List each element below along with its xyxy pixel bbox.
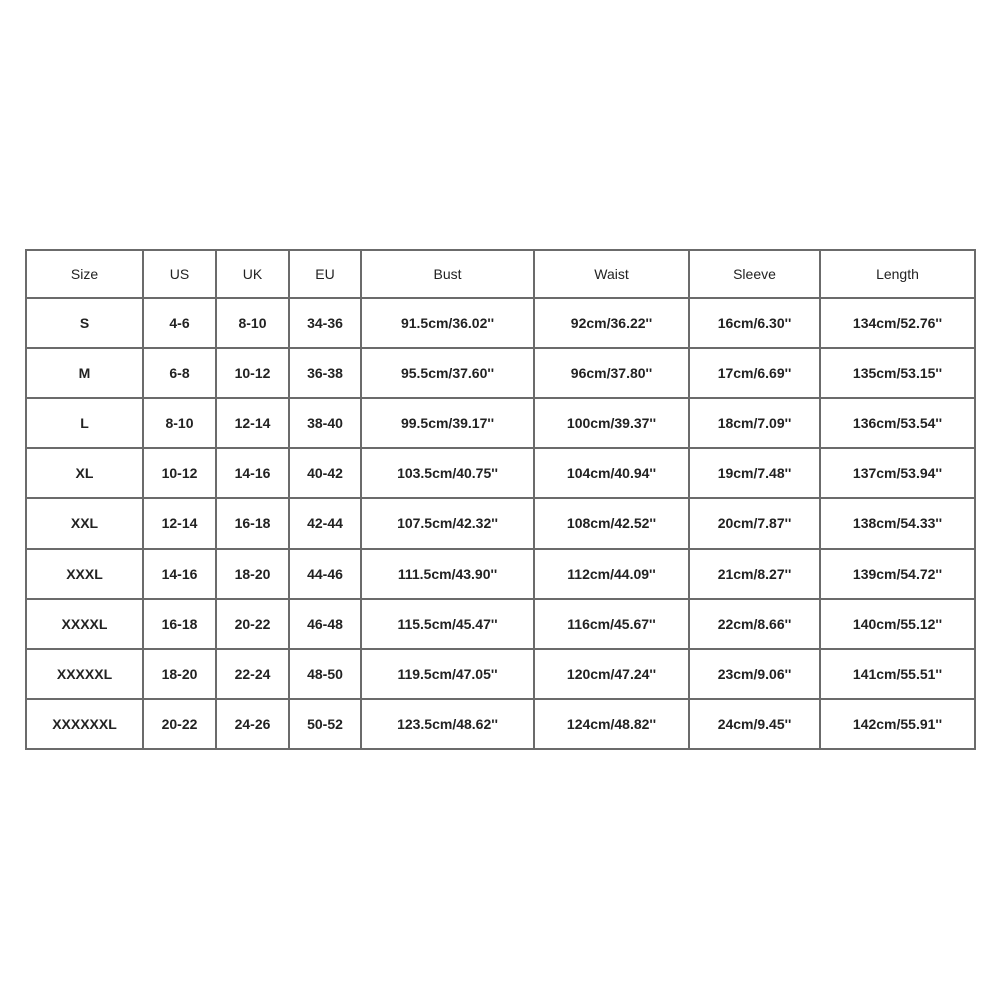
table-row [26,699,975,749]
cell-length: 134cm/52.76'' [820,298,975,348]
cell-us: 18-20 [143,649,216,699]
cell-eu: 44-46 [289,549,361,599]
cell-uk: 10-12 [216,348,289,398]
cell-us: 16-18 [143,599,216,649]
header-uk: UK [216,250,289,298]
cell-bust: 99.5cm/39.17'' [361,398,534,448]
cell-length: 139cm/54.72'' [820,549,975,599]
cell-sleeve: 16cm/6.30'' [689,298,820,348]
cell-size: XL [26,448,143,498]
cell-waist: 108cm/42.52'' [534,498,689,548]
cell-eu: 36-38 [289,348,361,398]
size-chart-body [26,298,975,749]
header-eu: EU [289,250,361,298]
cell-sleeve: 17cm/6.69'' [689,348,820,398]
cell-waist: 112cm/44.09'' [534,549,689,599]
cell-waist: 120cm/47.24'' [534,649,689,699]
cell-length: 137cm/53.94'' [820,448,975,498]
cell-length: 141cm/55.51'' [820,649,975,699]
cell-bust: 103.5cm/40.75'' [361,448,534,498]
cell-us: 14-16 [143,549,216,599]
table-row [26,649,975,699]
cell-us: 8-10 [143,398,216,448]
cell-waist: 92cm/36.22'' [534,298,689,348]
cell-uk: 24-26 [216,699,289,749]
cell-size: XXXXXL [26,649,143,699]
cell-eu: 34-36 [289,298,361,348]
size-chart-header [26,250,975,298]
cell-sleeve: 21cm/8.27'' [689,549,820,599]
cell-size: XXXXL [26,599,143,649]
header-bust: Bust [361,250,534,298]
header-waist: Waist [534,250,689,298]
table-row [26,398,975,448]
size-chart-table [25,249,976,750]
cell-uk: 16-18 [216,498,289,548]
cell-bust: 123.5cm/48.62'' [361,699,534,749]
cell-waist: 124cm/48.82'' [534,699,689,749]
cell-waist: 96cm/37.80'' [534,348,689,398]
cell-uk: 22-24 [216,649,289,699]
cell-length: 142cm/55.91'' [820,699,975,749]
cell-sleeve: 22cm/8.66'' [689,599,820,649]
cell-length: 136cm/53.54'' [820,398,975,448]
cell-waist: 104cm/40.94'' [534,448,689,498]
table-row [26,348,975,398]
cell-bust: 119.5cm/47.05'' [361,649,534,699]
cell-us: 10-12 [143,448,216,498]
cell-sleeve: 23cm/9.06'' [689,649,820,699]
table-row [26,298,975,348]
cell-size: XXL [26,498,143,548]
cell-eu: 42-44 [289,498,361,548]
cell-eu: 40-42 [289,448,361,498]
header-us: US [143,250,216,298]
table-row [26,549,975,599]
cell-size: XXXL [26,549,143,599]
cell-size: S [26,298,143,348]
cell-length: 138cm/54.33'' [820,498,975,548]
header-size: Size [26,250,143,298]
cell-bust: 115.5cm/45.47'' [361,599,534,649]
cell-us: 20-22 [143,699,216,749]
header-row [26,250,975,298]
table-row [26,498,975,548]
cell-bust: 107.5cm/42.32'' [361,498,534,548]
table-row [26,599,975,649]
cell-eu: 38-40 [289,398,361,448]
cell-sleeve: 24cm/9.45'' [689,699,820,749]
cell-eu: 46-48 [289,599,361,649]
table-row [26,448,975,498]
cell-uk: 12-14 [216,398,289,448]
cell-uk: 18-20 [216,549,289,599]
cell-sleeve: 18cm/7.09'' [689,398,820,448]
cell-size: XXXXXXL [26,699,143,749]
cell-us: 6-8 [143,348,216,398]
cell-us: 12-14 [143,498,216,548]
cell-bust: 95.5cm/37.60'' [361,348,534,398]
cell-sleeve: 19cm/7.48'' [689,448,820,498]
cell-length: 135cm/53.15'' [820,348,975,398]
cell-eu: 50-52 [289,699,361,749]
header-length: Length [820,250,975,298]
cell-size: L [26,398,143,448]
cell-waist: 116cm/45.67'' [534,599,689,649]
cell-bust: 91.5cm/36.02'' [361,298,534,348]
cell-size: M [26,348,143,398]
cell-eu: 48-50 [289,649,361,699]
cell-uk: 8-10 [216,298,289,348]
cell-uk: 20-22 [216,599,289,649]
cell-waist: 100cm/39.37'' [534,398,689,448]
cell-uk: 14-16 [216,448,289,498]
cell-length: 140cm/55.12'' [820,599,975,649]
header-sleeve: Sleeve [689,250,820,298]
cell-bust: 111.5cm/43.90'' [361,549,534,599]
cell-us: 4-6 [143,298,216,348]
cell-sleeve: 20cm/7.87'' [689,498,820,548]
